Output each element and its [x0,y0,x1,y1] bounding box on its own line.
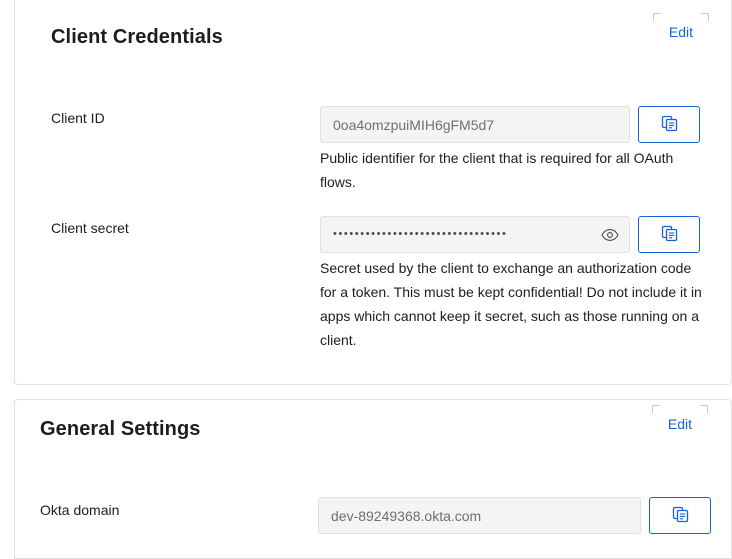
copy-icon [661,225,678,245]
client-id-input[interactable]: 0oa4omzpuiMIH6gFM5d7 [320,106,630,143]
client-id-label: Client ID [51,110,105,126]
general-settings-panel [14,399,732,559]
client-id-input-group [320,106,700,143]
copy-icon [661,115,678,135]
client-secret-label: Client secret [51,220,129,236]
general-settings-header [15,400,731,456]
copy-client-id-button[interactable] [638,106,700,143]
edit-general-settings-button[interactable]: Edit [660,410,700,438]
client-credentials-header [15,0,731,56]
client-secret-helper-text: Secret used by the client to exchange an authorization code for a token. This must be kept confidential! Do not include it in apps which cannot keep it secret, such as those running on a client. [320,260,702,348]
eye-icon[interactable] [601,228,619,242]
edit-credentials-button[interactable]: Edit [661,18,701,46]
copy-client-secret-button[interactable] [638,216,700,253]
okta-domain-input[interactable]: dev-89249368.okta.com [318,497,641,534]
client-secret-input-group [320,216,700,253]
copy-icon [672,506,689,526]
client-secret-input[interactable] [320,216,630,253]
client-secret-masked-value: •••••••••••••••••••••••••••••••• [333,229,508,240]
okta-domain-input-group [318,497,711,534]
client-credentials-panel [14,0,732,385]
copy-okta-domain-button[interactable] [649,497,711,534]
okta-domain-label: Okta domain [40,502,120,518]
general-settings-title: General Settings [40,418,201,440]
client-id-helper-text: Public identifier for the client that is required for all OAuth flows. [320,150,674,190]
page-title: Client Credentials [51,26,223,48]
